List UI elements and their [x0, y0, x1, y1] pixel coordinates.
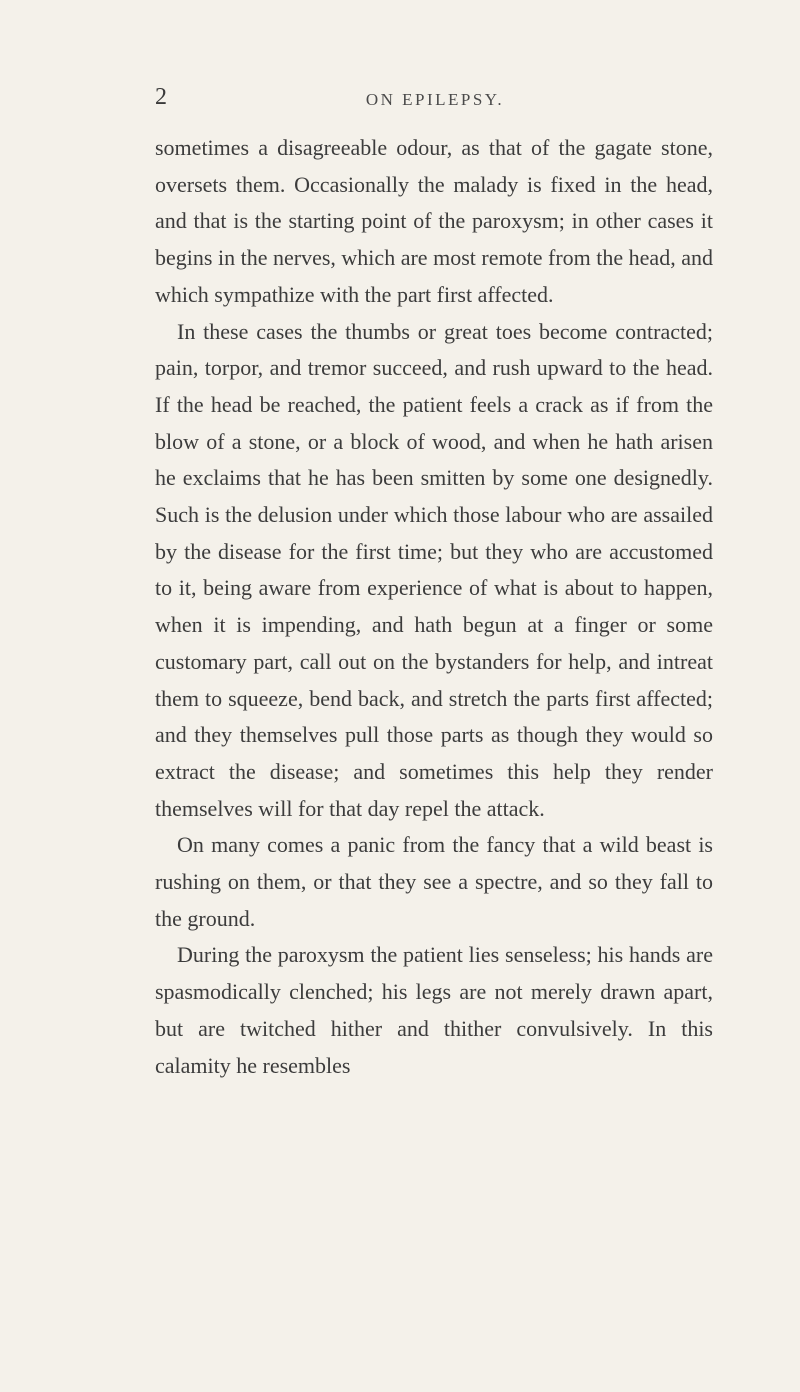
running-head: ON EPILEPSY. [365, 90, 505, 109]
page-header [155, 84, 715, 114]
paragraph-2: In these cases the thumbs or great toes become contracted; pain, torpor, and tremor succeed, and rush upward to the head. If the head be reached, the patient feels a crack as if from the blow of a stone, or a block of wood, and when he hath arisen he exclaims that he has been smitten by some one designedly. Such is the delusion under which those labour who are assailed by the disease for the first time; but they who are accustomed to it, being aware from experience of what is about to happen, when it is impending, and hath begun at a finger or some customary part, call out on the bystanders for help, and intreat them to squeeze, bend back, and stretch the parts first affected; and they themselves pull those parts as though they would so extract the disease; and sometimes this help they render themselves will for that day repel the attack. [155, 318, 713, 821]
body-text [155, 130, 713, 1084]
paragraph-1: sometimes a disagreeable odour, as that of the gagate stone, oversets them. Occasionally the malady is fixed in the head, and that is the starting point of the paroxysm; in other cases it begins in the nerves, which are most remote from the head, and which sympathize with the part first affected. [155, 135, 713, 307]
paragraph-3: On many comes a panic from the fancy that a wild beast is rushing on them, or that they see a spectre, and so they fall to the ground. [155, 832, 713, 931]
page-number: 2 [155, 84, 167, 110]
paragraph-4: During the paroxysm the patient lies senseless; his hands are spasmodically clenched; his legs are not merely drawn apart, but are twitched hither and thither convulsively. In this calamity he resembles [155, 942, 713, 1078]
